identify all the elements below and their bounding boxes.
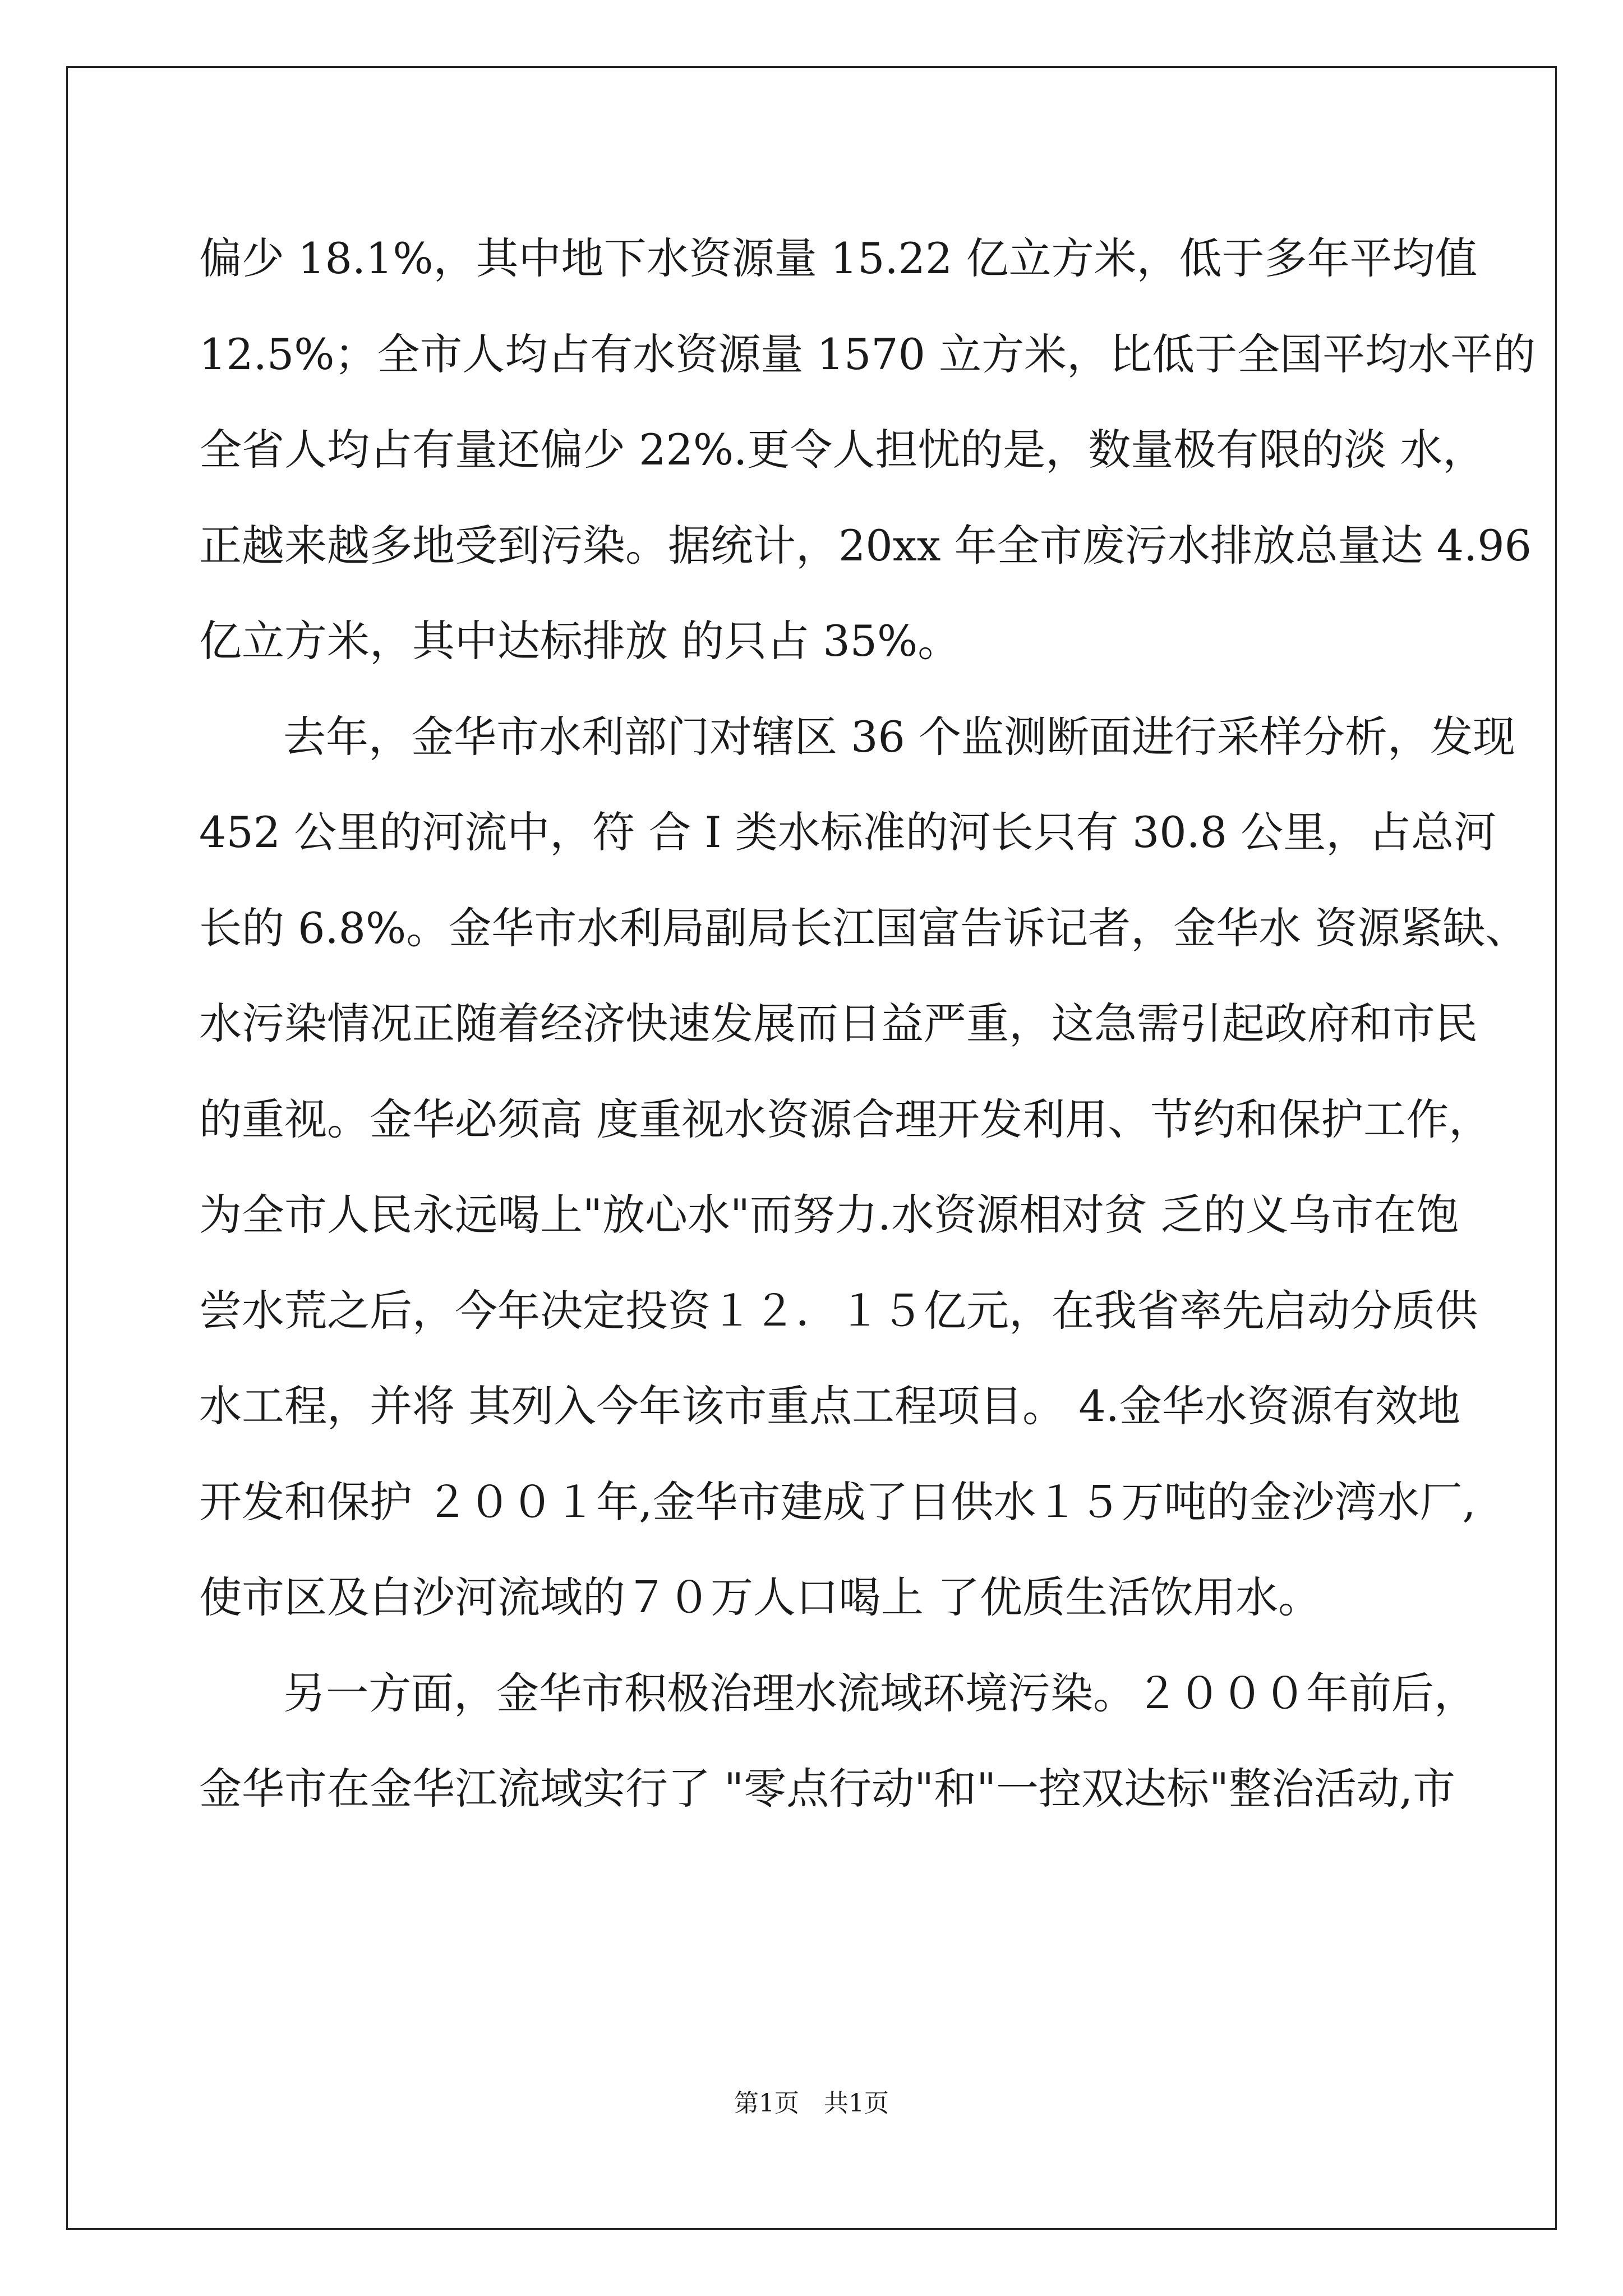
text-line: 12.5%；全市人均占有水资源量 1570 立方米，比低于全国平均水平的 <box>199 329 1536 379</box>
text-line: 去年，金华市水利部门对辖区 36 个监测断面进行采样分析，发现 <box>283 711 1516 762</box>
document-body <box>199 211 1536 1837</box>
text-line: 亿立方米，其中达标排放 的只占 35%。 <box>199 616 961 666</box>
text-line: 使市区及白沙河流域的７０万人口喝上 了优质生活饮用水。 <box>199 1572 1321 1622</box>
text-line: 水工程，并将 其列入今年该市重点工程项目。 4.金华水资源有效地 <box>199 1381 1460 1431</box>
text-line: 另一方面，金华市积极治理水流域环境污染。２０００年前后， <box>283 1668 1477 1718</box>
text-line: 开发和保护 ２００１年,金华市建成了日供水１５万吨的金沙湾水厂, <box>199 1476 1476 1527</box>
text-line: 的重视。金华必须高 度重视水资源合理开发利用、节约和保护工作， <box>199 1094 1492 1144</box>
page-footer <box>0 2087 1623 2120</box>
text-line: 452 公里的河流中，符 合 I 类水标准的河长只有 30.8 公里，占总河 <box>199 807 1497 857</box>
text-line: 水污染情况正随着经济快速发展而日益严重，这急需引起政府和市民 <box>199 999 1478 1048</box>
text-line: 偏少 18.1%，其中地下水资源量 15.22 亿立方米，低于多年平均值 <box>199 233 1478 283</box>
text-line: 长的 6.8%。金华市水利局副局长江国富告诉记者，金华水 资源紧缺、 <box>199 903 1528 953</box>
paragraph-3 <box>199 1646 1477 1837</box>
page-total: 共1页 <box>824 2089 889 2118</box>
text-line: 全省人均占有量还偏少 22%.更令人担忧的是，数量极有限的淡 水， <box>199 425 1486 475</box>
paragraph-2 <box>199 689 1528 1646</box>
text-line: 正越来越多地受到污染。据统计，20xx 年全市废污水排放总量达 4.96 <box>199 520 1532 570</box>
page-number: 第1页 <box>734 2089 799 2118</box>
text-line: 尝水荒之后，今年决定投资１２．１５亿元，在我省率先启动分质供 <box>199 1285 1478 1336</box>
text-line: 金华市在金华江流域实行了 "零点行动"和"一控双达标"整治活动,市 <box>199 1764 1456 1814</box>
text-line: 为全市人民永远喝上"放心水"而努力.水资源相对贫 乏的义乌市在饱 <box>199 1190 1459 1240</box>
paragraph-1 <box>199 211 1536 689</box>
